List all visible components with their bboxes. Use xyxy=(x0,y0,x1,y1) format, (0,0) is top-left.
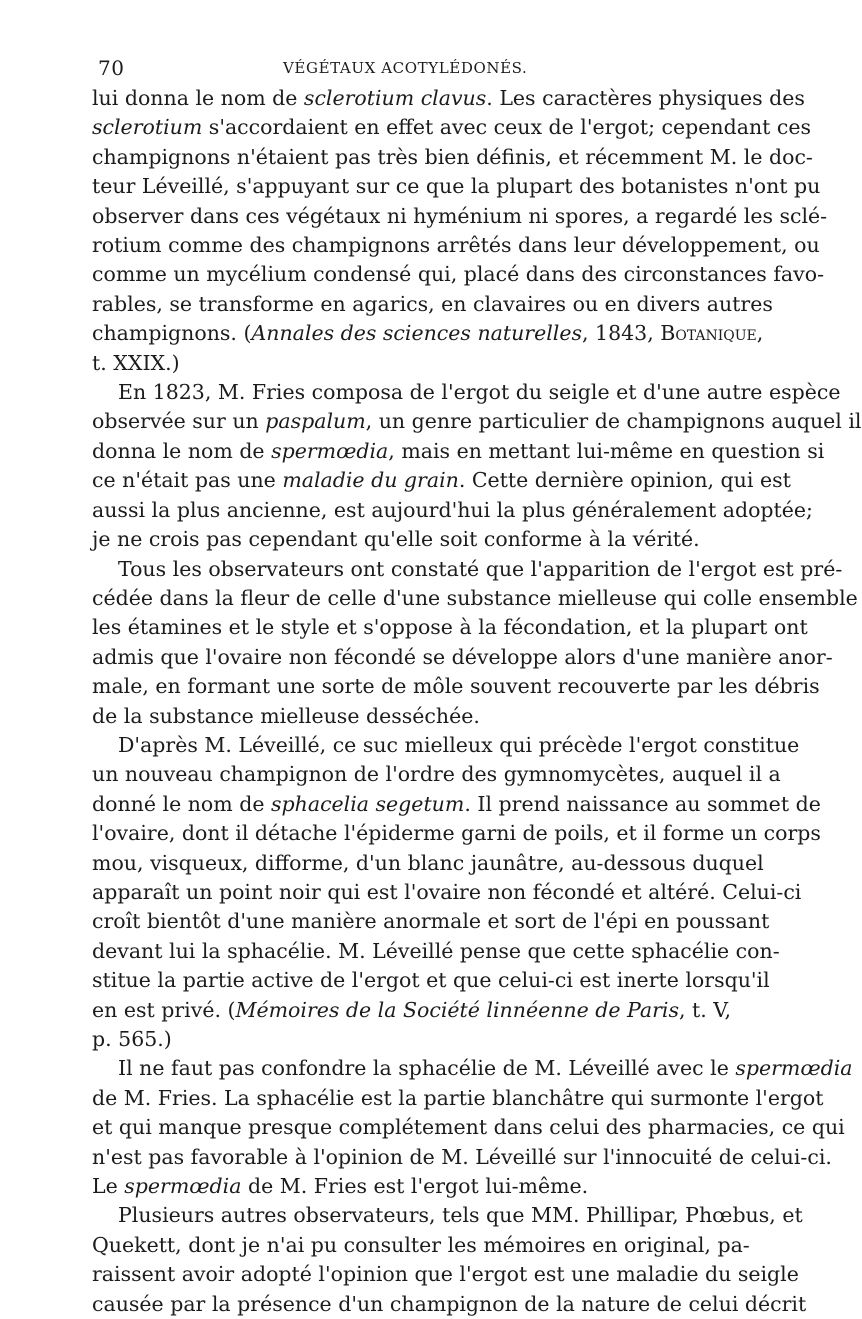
body-text xyxy=(92,84,862,1319)
text-line: observer dans ces végétaux ni hyménium ni spores, a regardé les sclé- xyxy=(92,203,828,228)
text-line: comme un mycélium condensé qui, placé dans des circonstances favo- xyxy=(92,262,825,287)
text-line: p. 565.) xyxy=(92,1027,172,1051)
text-line: en est privé. (Mémoires de la Société linnéenne de Paris, t. V, xyxy=(92,997,732,1022)
text-line: n'est pas favorable à l'opinion de M. Léveillé sur l'innocuité de celui-ci. xyxy=(92,1144,832,1169)
paragraph xyxy=(92,1201,807,1319)
text-line: ce n'était pas une maladie du grain. Cette dernière opinion, qui est xyxy=(92,468,791,493)
text-line: t. XXIX.) xyxy=(92,350,180,375)
paragraph xyxy=(92,84,828,378)
paragraph xyxy=(92,378,862,554)
text-line: aussi la plus ancienne, est aujourd'hui la plus généralement adoptée; xyxy=(92,497,813,522)
text-line: Le spermœdia de M. Fries est l'ergot lui-même. xyxy=(92,1174,589,1199)
text-line: l'ovaire, dont il détache l'épiderme garni de poils, et il forme un corps xyxy=(92,821,821,846)
text-line: Quekett, dont je n'ai pu consulter les mémoires en original, pa- xyxy=(92,1232,750,1257)
text-line: sclerotium s'accordaient en effet avec ceux de l'ergot; cependant ces xyxy=(92,115,812,140)
text-line: de M. Fries. La sphacélie est la partie blanchâtre qui surmonte l'ergot xyxy=(92,1085,824,1110)
text-line: admis que l'ovaire non fécondé se développe alors d'une manière anor- xyxy=(92,644,833,669)
text-line: champignons n'étaient pas très bien définis, et récemment M. le doc- xyxy=(92,144,813,169)
running-title: VÉGÉTAUX ACOTYLÉDONÉS. xyxy=(283,59,528,77)
text-line: male, en formant une sorte de môle souvent recouverte par les débris xyxy=(92,674,820,699)
text-line: observée sur un paspalum, un genre particulier de champignons auquel il xyxy=(92,409,862,434)
text-line: donna le nom de spermœdia, mais en mettant lui-même en question si xyxy=(92,438,825,463)
text-line: rables, se transforme en agarics, en clavaires ou en divers autres xyxy=(92,291,773,316)
paragraph xyxy=(92,1054,853,1201)
text-line: champignons. (Annales des sciences naturelles, 1843, Botanique, xyxy=(92,321,764,346)
text-line: devant lui la sphacélie. M. Léveillé pense que cette sphacélie con- xyxy=(92,938,780,963)
text-line: rotium comme des champignons arrêtés dans leur développement, ou xyxy=(92,233,820,258)
text-line: croît bientôt d'une manière anormale et sort de l'épi en poussant xyxy=(92,909,770,934)
text-line: stitue la partie active de l'ergot et que celui-ci est inerte lorsqu'il xyxy=(92,968,770,993)
text-line: apparaît un point noir qui est l'ovaire non fécondé et altéré. Celui-ci xyxy=(92,879,802,904)
text-line: donné le nom de sphacelia segetum. Il prend naissance au sommet de xyxy=(92,791,821,816)
text-line: un nouveau champignon de l'ordre des gymnomycètes, auquel il a xyxy=(92,762,781,787)
text-line: Tous les observateurs ont constaté que l'apparition de l'ergot est pré- xyxy=(118,556,843,581)
text-line: Plusieurs autres observateurs, tels que MM. Phillipar, Phœbus, et xyxy=(118,1203,803,1228)
paragraph xyxy=(92,555,858,731)
text-line: les étamines et le style et s'oppose à la fécondation, et la plupart ont xyxy=(92,615,808,640)
page-header xyxy=(98,56,698,84)
text-line: de la substance mielleuse desséchée. xyxy=(92,703,480,728)
text-line: Il ne faut pas confondre la sphacélie de M. Léveillé avec le spermœdia xyxy=(118,1056,853,1081)
text-line: raissent avoir adopté l'opinion que l'ergot est une maladie du seigle xyxy=(92,1262,799,1287)
paragraph xyxy=(92,731,821,1054)
text-line: mou, visqueux, difforme, d'un blanc jaunâtre, au-dessous duquel xyxy=(92,850,764,875)
text-line: teur Léveillé, s'appuyant sur ce que la plupart des botanistes n'ont pu xyxy=(92,174,821,199)
text-line: cédée dans la fleur de celle d'une substance mielleuse qui colle ensemble xyxy=(92,585,858,610)
text-line: et qui manque presque complétement dans celui des pharmacies, ce qui xyxy=(92,1115,845,1140)
text-line: En 1823, M. Fries composa de l'ergot du seigle et d'une autre espèce xyxy=(118,380,841,405)
text-line: causée par la présence d'un champignon de la nature de celui décrit xyxy=(92,1291,807,1316)
text-line: je ne crois pas cependant qu'elle soit conforme à la vérité. xyxy=(92,527,700,552)
text-line: D'après M. Léveillé, ce suc mielleux qui précède l'ergot constitue xyxy=(118,732,800,757)
page-number: 70 xyxy=(98,56,125,80)
text-line: lui donna le nom de sclerotium clavus. Les caractères physiques des xyxy=(92,86,805,110)
